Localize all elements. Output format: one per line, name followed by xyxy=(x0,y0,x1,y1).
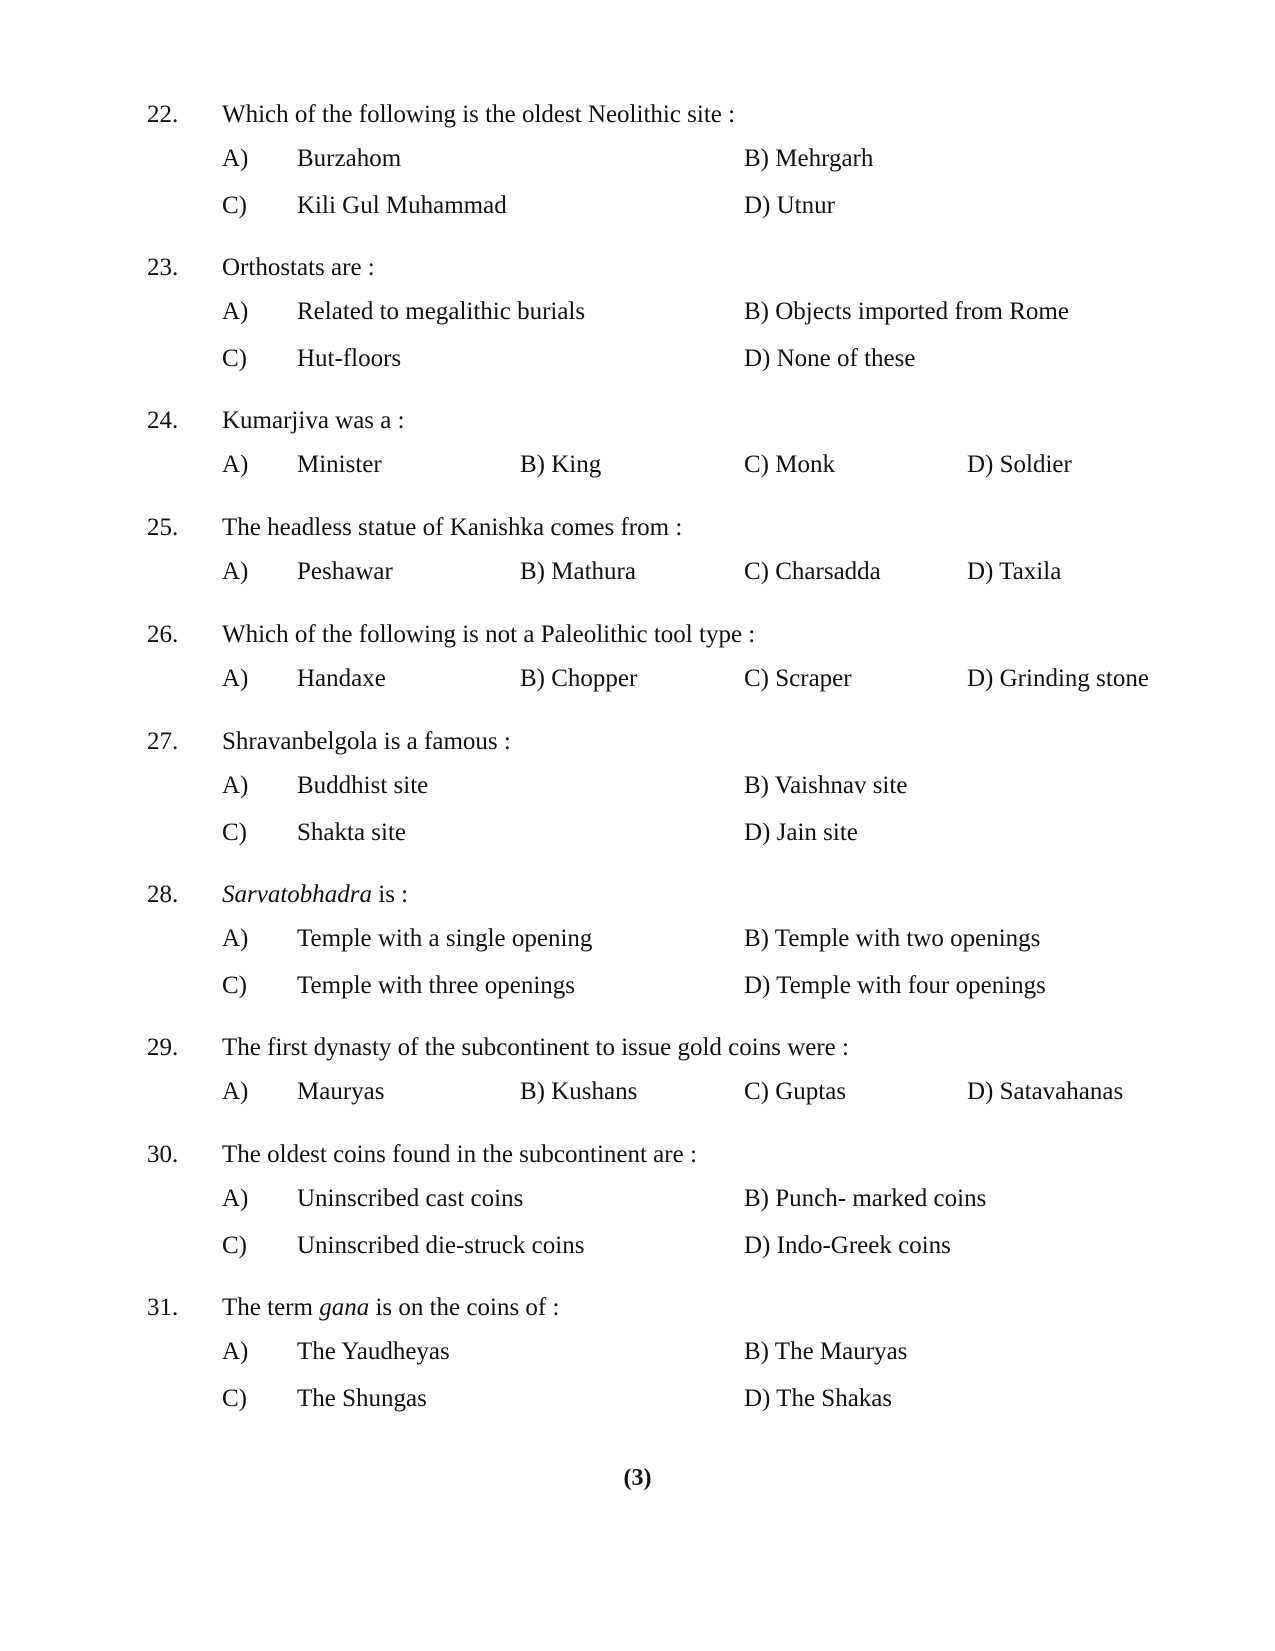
option-c: C) Monk xyxy=(744,451,835,478)
options-row xyxy=(0,666,1275,696)
option-c: C) Guptas xyxy=(744,1078,847,1105)
options-row xyxy=(0,299,1275,329)
option-c-text: Kili Gul Muhammad xyxy=(297,192,507,219)
options-row xyxy=(0,452,1275,482)
question-number: 29. xyxy=(147,1034,179,1061)
options-row xyxy=(0,973,1275,1003)
stem-rest: is : xyxy=(372,881,409,908)
option-a-letter: A) xyxy=(222,298,249,325)
question-number: 25. xyxy=(147,514,179,541)
question-number: 22. xyxy=(147,101,179,128)
stem-pre: The term xyxy=(222,1294,320,1321)
option-d: D) Taxila xyxy=(967,558,1062,585)
option-a-text: Related to megalithic burials xyxy=(297,298,586,325)
option-b: B) Objects imported from Rome xyxy=(744,298,1069,325)
question-stem: Orthostats are : xyxy=(222,254,375,281)
page-number: (3) xyxy=(623,1465,652,1491)
option-b: B) Punch- marked coins xyxy=(744,1185,987,1212)
question-number: 27. xyxy=(147,728,179,755)
option-a-letter: A) xyxy=(222,1185,249,1212)
option-a-letter: A) xyxy=(222,558,249,585)
option-d: D) Indo-Greek coins xyxy=(744,1232,951,1259)
option-c-text: Shakta site xyxy=(297,819,407,846)
option-a-text: Burzahom xyxy=(297,145,402,172)
option-d: D) Soldier xyxy=(967,451,1072,478)
options-row xyxy=(0,193,1275,223)
options-row xyxy=(0,773,1275,803)
option-c-letter: C) xyxy=(222,1232,247,1259)
option-b: B) Kushans xyxy=(520,1078,638,1105)
options-row xyxy=(0,1386,1275,1416)
option-d: D) Utnur xyxy=(744,192,835,219)
question-stem xyxy=(222,1295,559,1320)
options-row xyxy=(0,1079,1275,1109)
stem-rest: is on the coins of : xyxy=(369,1294,560,1321)
option-c-letter: C) xyxy=(222,819,247,846)
option-c-text: Temple with three openings xyxy=(297,972,576,999)
option-a-letter: A) xyxy=(222,1078,249,1105)
question-number: 24. xyxy=(147,407,179,434)
option-d: D) The Shakas xyxy=(744,1385,893,1412)
option-a-letter: A) xyxy=(222,451,249,478)
option-a-text: Minister xyxy=(297,451,382,478)
option-b: B) The Mauryas xyxy=(744,1338,908,1365)
option-a-text: Uninscribed cast coins xyxy=(297,1185,524,1212)
option-a-text: Peshawar xyxy=(297,558,393,585)
option-a-letter: A) xyxy=(222,665,249,692)
option-d: D) Satavahanas xyxy=(967,1078,1124,1105)
option-b: B) King xyxy=(520,451,602,478)
option-c-letter: C) xyxy=(222,192,247,219)
question-stem: Shravanbelgola is a famous : xyxy=(222,728,511,755)
question-number: 26. xyxy=(147,621,179,648)
options-row xyxy=(0,820,1275,850)
options-row xyxy=(0,559,1275,589)
option-b: B) Mathura xyxy=(520,558,636,585)
question-stem xyxy=(222,882,408,907)
options-row xyxy=(0,1186,1275,1216)
option-a-letter: A) xyxy=(222,772,249,799)
question-stem: The headless statue of Kanishka comes from : xyxy=(222,514,683,541)
option-c-letter: C) xyxy=(222,1385,247,1412)
option-c: C) Charsadda xyxy=(744,558,881,585)
options-row xyxy=(0,926,1275,956)
question-stem: Kumarjiva was a : xyxy=(222,407,405,434)
stem-italic-term: Sarvatobhadra xyxy=(222,881,372,908)
option-c-letter: C) xyxy=(222,972,247,999)
option-c-text: Uninscribed die-struck coins xyxy=(297,1232,585,1259)
options-row xyxy=(0,1339,1275,1369)
option-b: B) Chopper xyxy=(520,665,638,692)
option-a-text: The Yaudheyas xyxy=(297,1338,450,1365)
option-d: D) None of these xyxy=(744,345,916,372)
option-b: B) Mehrgarh xyxy=(744,145,874,172)
stem-italic-term: gana xyxy=(319,1294,370,1321)
options-row xyxy=(0,146,1275,176)
option-c-letter: C) xyxy=(222,345,247,372)
option-a-text: Handaxe xyxy=(297,665,386,692)
question-number: 31. xyxy=(147,1294,179,1321)
option-a-text: Mauryas xyxy=(297,1078,385,1105)
option-d: D) Temple with four openings xyxy=(744,972,1046,999)
option-a-letter: A) xyxy=(222,145,249,172)
option-b: B) Vaishnav site xyxy=(744,772,908,799)
option-a-letter: A) xyxy=(222,1338,249,1365)
option-a-text: Buddhist site xyxy=(297,772,429,799)
question-number: 30. xyxy=(147,1141,179,1168)
option-b: B) Temple with two openings xyxy=(744,925,1041,952)
option-d: D) Jain site xyxy=(744,819,858,846)
option-c-text: The Shungas xyxy=(297,1385,427,1412)
question-stem: Which of the following is the oldest Neolithic site : xyxy=(222,101,736,128)
option-a-text: Temple with a single opening xyxy=(297,925,593,952)
option-c: C) Scraper xyxy=(744,665,852,692)
options-row xyxy=(0,1233,1275,1263)
question-number: 28. xyxy=(147,881,179,908)
option-a-letter: A) xyxy=(222,925,249,952)
options-row xyxy=(0,346,1275,376)
question-stem: Which of the following is not a Paleolithic tool type : xyxy=(222,621,756,648)
question-stem: The first dynasty of the subcontinent to issue gold coins were : xyxy=(222,1034,849,1061)
option-d: D) Grinding stone xyxy=(967,665,1149,692)
question-stem: The oldest coins found in the subcontinent are : xyxy=(222,1141,697,1168)
option-c-text: Hut-floors xyxy=(297,345,402,372)
question-number: 23. xyxy=(147,254,179,281)
